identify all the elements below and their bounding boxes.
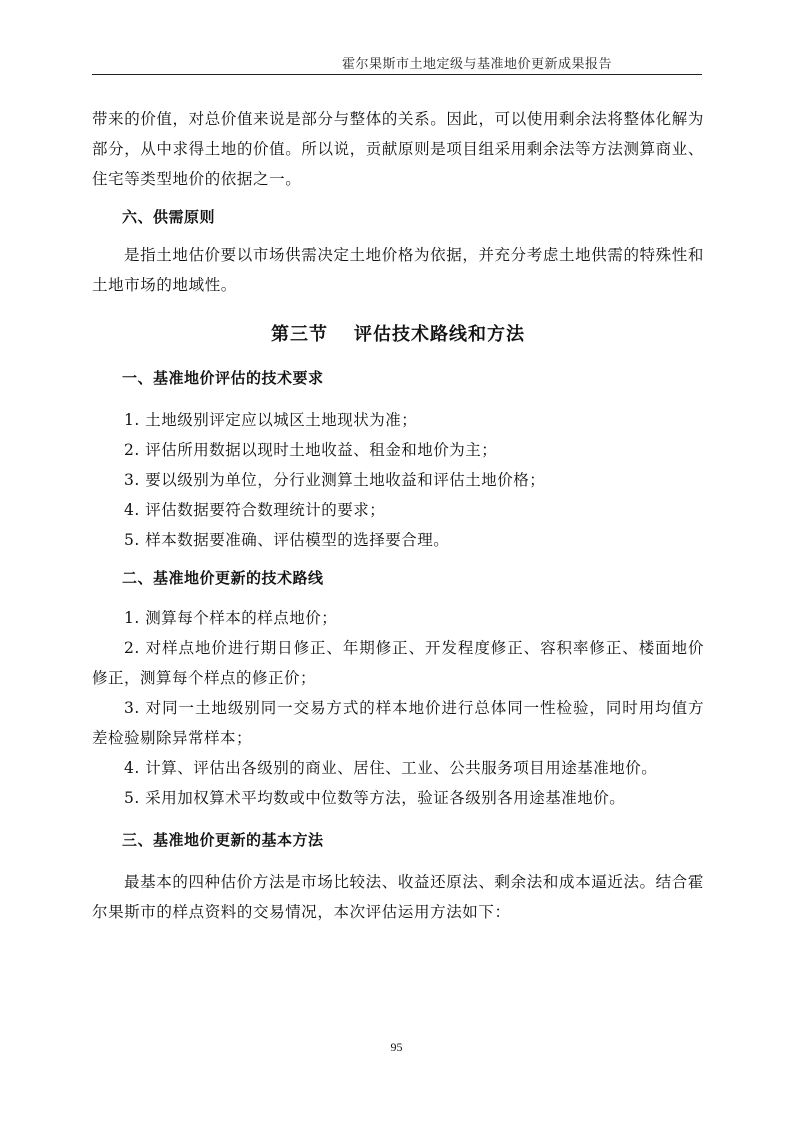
header-title: 霍尔果斯市土地定级与基准地价更新成果报告 [341, 57, 612, 72]
list-item: 5. 采用加权算术平均数或中位数等方法，验证各级别各用途基准地价。 [124, 789, 626, 807]
page-number: 95 [390, 1040, 403, 1054]
list-item: 1. 测算每个样本的样点地价； [124, 609, 338, 627]
body-upper [92, 104, 704, 300]
list-item: 5. 样本数据要准确、评估模型的选择要合理。 [124, 531, 450, 549]
intro-paragraph: 带来的价值，对总价值来说是部分与整体的关系。因此，可以使用剩余法将整体化解为部分，从中求得土地的价值。所以说，贡献原则是项目组采用剩余法等方法测算商业、住宅等类型地价的依据之一。 [92, 110, 704, 188]
body-lower [92, 363, 704, 927]
supply-demand-paragraph: 是指土地估价要以市场供需决定土地价格为依据，并充分考虑土地供需的特殊性和土地市场的地域性。 [92, 246, 704, 294]
basic-methods-heading: 三、基准地价更新的基本方法 [122, 831, 324, 849]
tech-requirements-list [92, 405, 704, 555]
tech-route-heading: 二、基准地价更新的技术路线 [122, 569, 324, 587]
section-title [92, 320, 704, 346]
list-item: 1. 土地级别评定应以城区土地现状为准； [124, 411, 418, 429]
section-name: 评估技术路线和方法 [354, 324, 525, 345]
list-item: 2. 对样点地价进行期日修正、年期修正、开发程度修正、容积率修正、楼面地价修正，测算每个样点的修正价； [92, 639, 704, 687]
list-item: 3. 要以级别为单位，分行业测算土地收益和评估土地价格； [124, 471, 546, 489]
basic-methods-paragraph: 最基本的四种估价方法是市场比较法、收益还原法、剩余法和成本逼近法。结合霍尔果斯市的样点资料的交易情况，本次评估运用方法如下： [92, 873, 704, 921]
tech-requirements-heading: 一、基准地价评估的技术要求 [122, 369, 324, 387]
page-header [92, 48, 702, 75]
tech-route-list [92, 603, 704, 813]
list-item: 4. 计算、评估出各级别的商业、居住、工业、公共服务项目用途基准地价。 [124, 759, 658, 777]
list-item: 2. 评估所用数据以现时土地收益、租金和地价为主； [124, 441, 498, 459]
list-item: 4. 评估数据要符合数理统计的要求； [124, 501, 386, 519]
supply-demand-heading: 六、供需原则 [122, 208, 216, 226]
list-item: 3. 对同一土地级别同一交易方式的样本地价进行总体同一性检验，同时用均值方差检验剔除异常样本； [92, 699, 704, 747]
section-number: 第三节 [271, 324, 328, 345]
